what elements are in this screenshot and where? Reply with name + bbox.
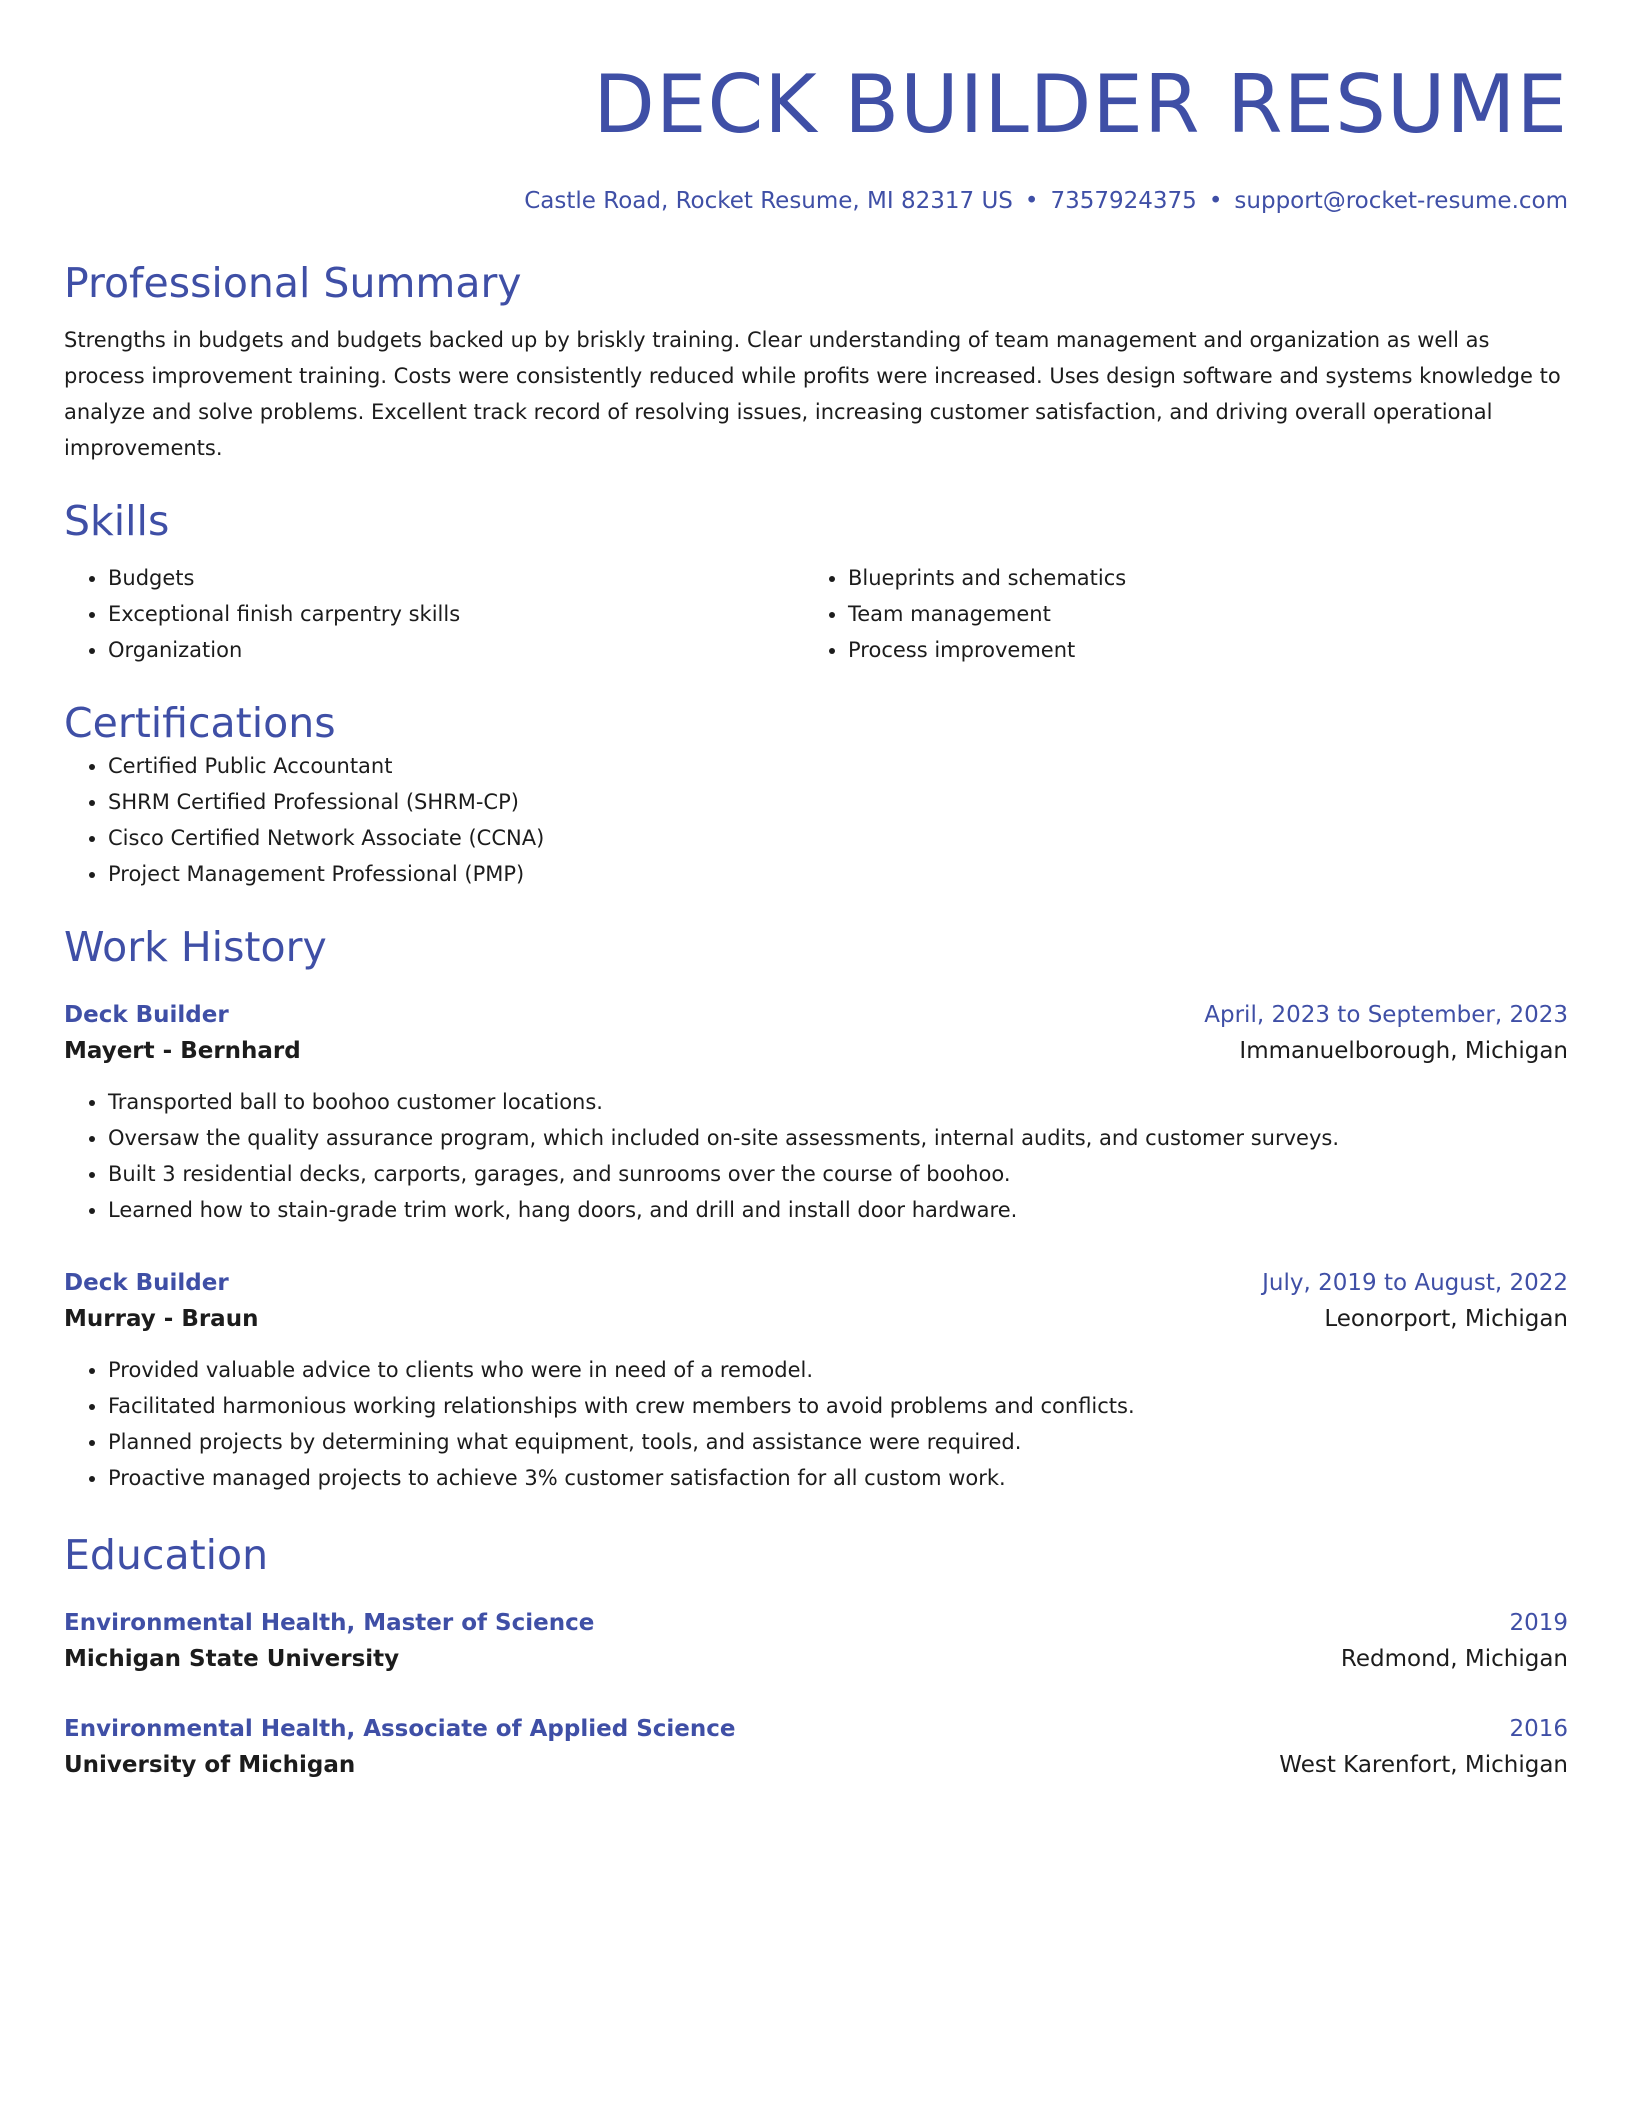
certification-item: • Project Management Professional (PMP) xyxy=(108,856,1568,892)
work-entry xyxy=(64,998,1568,1228)
job-title: Deck Builder xyxy=(64,1270,229,1296)
school-location: Redmond, Michigan xyxy=(1340,1646,1568,1672)
contact-line xyxy=(64,184,1568,218)
job-duty-item: • Transported ball to boohoo customer locations. xyxy=(108,1084,1568,1120)
certification-item: • SHRM Certified Professional (SHRM-CP) xyxy=(108,784,1568,820)
skills-heading: Skills xyxy=(64,497,170,545)
work-history-section xyxy=(64,922,1568,1496)
work-entry xyxy=(64,1266,1568,1496)
school-name: Michigan State University xyxy=(64,1646,400,1672)
skill-item: • Budgets xyxy=(108,560,804,596)
certifications-section xyxy=(64,698,1568,892)
summary-section xyxy=(64,258,1568,466)
job-duties xyxy=(64,1084,1568,1228)
certifications-list xyxy=(64,748,1568,892)
education-entry xyxy=(64,1712,1568,1784)
skill-item: • Organization xyxy=(108,632,804,668)
skill-item: • Exceptional finish carpentry skills xyxy=(108,596,804,632)
contact-email: support@rocket-resume.com xyxy=(1234,188,1568,214)
certifications-heading: Certifications xyxy=(64,699,336,747)
job-company: Mayert - Bernhard xyxy=(64,1038,301,1064)
education-heading: Education xyxy=(64,1531,269,1579)
graduation-year: 2016 xyxy=(1509,1716,1568,1742)
certification-item: • Certified Public Accountant xyxy=(108,748,1568,784)
summary-heading: Professional Summary xyxy=(64,259,522,307)
job-duty-item: • Provided valuable advice to clients who were in need of a remodel. xyxy=(108,1352,1568,1388)
job-duty-item: • Built 3 residential decks, carports, garages, and sunrooms over the course of boohoo. xyxy=(108,1156,1568,1192)
degree: Environmental Health, Associate of Applied Science xyxy=(64,1716,736,1742)
job-location: Leonorport, Michigan xyxy=(1324,1306,1568,1332)
contact-address: Castle Road, Rocket Resume, MI 82317 US xyxy=(524,188,1013,214)
job-duty-item: • Oversaw the quality assurance program, which included on-site assessments, internal audits, and customer surveys. xyxy=(108,1120,1568,1156)
contact-phone: 7357924375 xyxy=(1050,188,1197,214)
job-duty-item: • Learned how to stain-grade trim work, hang doors, and drill and install door hardware. xyxy=(108,1192,1568,1228)
job-location: Immanuelborough, Michigan xyxy=(1239,1038,1568,1064)
education-section xyxy=(64,1530,1568,1784)
job-duty-item: • Facilitated harmonious working relationships with crew members to avoid problems and conflicts. xyxy=(108,1388,1568,1424)
summary-text: Strengths in budgets and budgets backed up by briskly training. Clear understanding of team management and organization as well as process improvement training. Costs were consistently reduced while profits were increased. Uses design software and systems knowledge to analyze and solve problems. Excellent track record of resolving issues, increasing customer satisfaction, and driving overall operational improvements. xyxy=(64,328,1561,460)
degree: Environmental Health, Master of Science xyxy=(64,1610,595,1636)
job-company: Murray - Braun xyxy=(64,1306,259,1332)
skills-column-left xyxy=(64,560,804,668)
skill-item: • Process improvement xyxy=(848,632,1544,668)
skills-column-right xyxy=(804,560,1544,668)
school-location: West Karenfort, Michigan xyxy=(1279,1752,1568,1778)
job-duties xyxy=(64,1352,1568,1496)
contact-separator: • xyxy=(1208,188,1223,214)
job-dates: July, 2019 to August, 2022 xyxy=(1262,1270,1568,1296)
job-dates: April, 2023 to September, 2023 xyxy=(1204,1002,1568,1028)
work-history-heading: Work History xyxy=(64,923,327,971)
resume-title: DECK BUILDER RESUME xyxy=(593,58,1568,151)
job-duty-item: • Planned projects by determining what equipment, tools, and assistance were required. xyxy=(108,1424,1568,1460)
job-duty-item: • Proactive managed projects to achieve 3% customer satisfaction for all custom work. xyxy=(108,1460,1568,1496)
graduation-year: 2019 xyxy=(1509,1610,1568,1636)
school-name: University of Michigan xyxy=(64,1752,356,1778)
skill-item: • Blueprints and schematics xyxy=(848,560,1544,596)
contact-separator: • xyxy=(1024,188,1039,214)
education-entry xyxy=(64,1606,1568,1678)
job-title: Deck Builder xyxy=(64,1002,229,1028)
certification-item: • Cisco Certified Network Associate (CCNA) xyxy=(108,820,1568,856)
skills-columns xyxy=(64,560,1568,668)
skills-section xyxy=(64,496,1568,668)
skill-item: • Team management xyxy=(848,596,1544,632)
